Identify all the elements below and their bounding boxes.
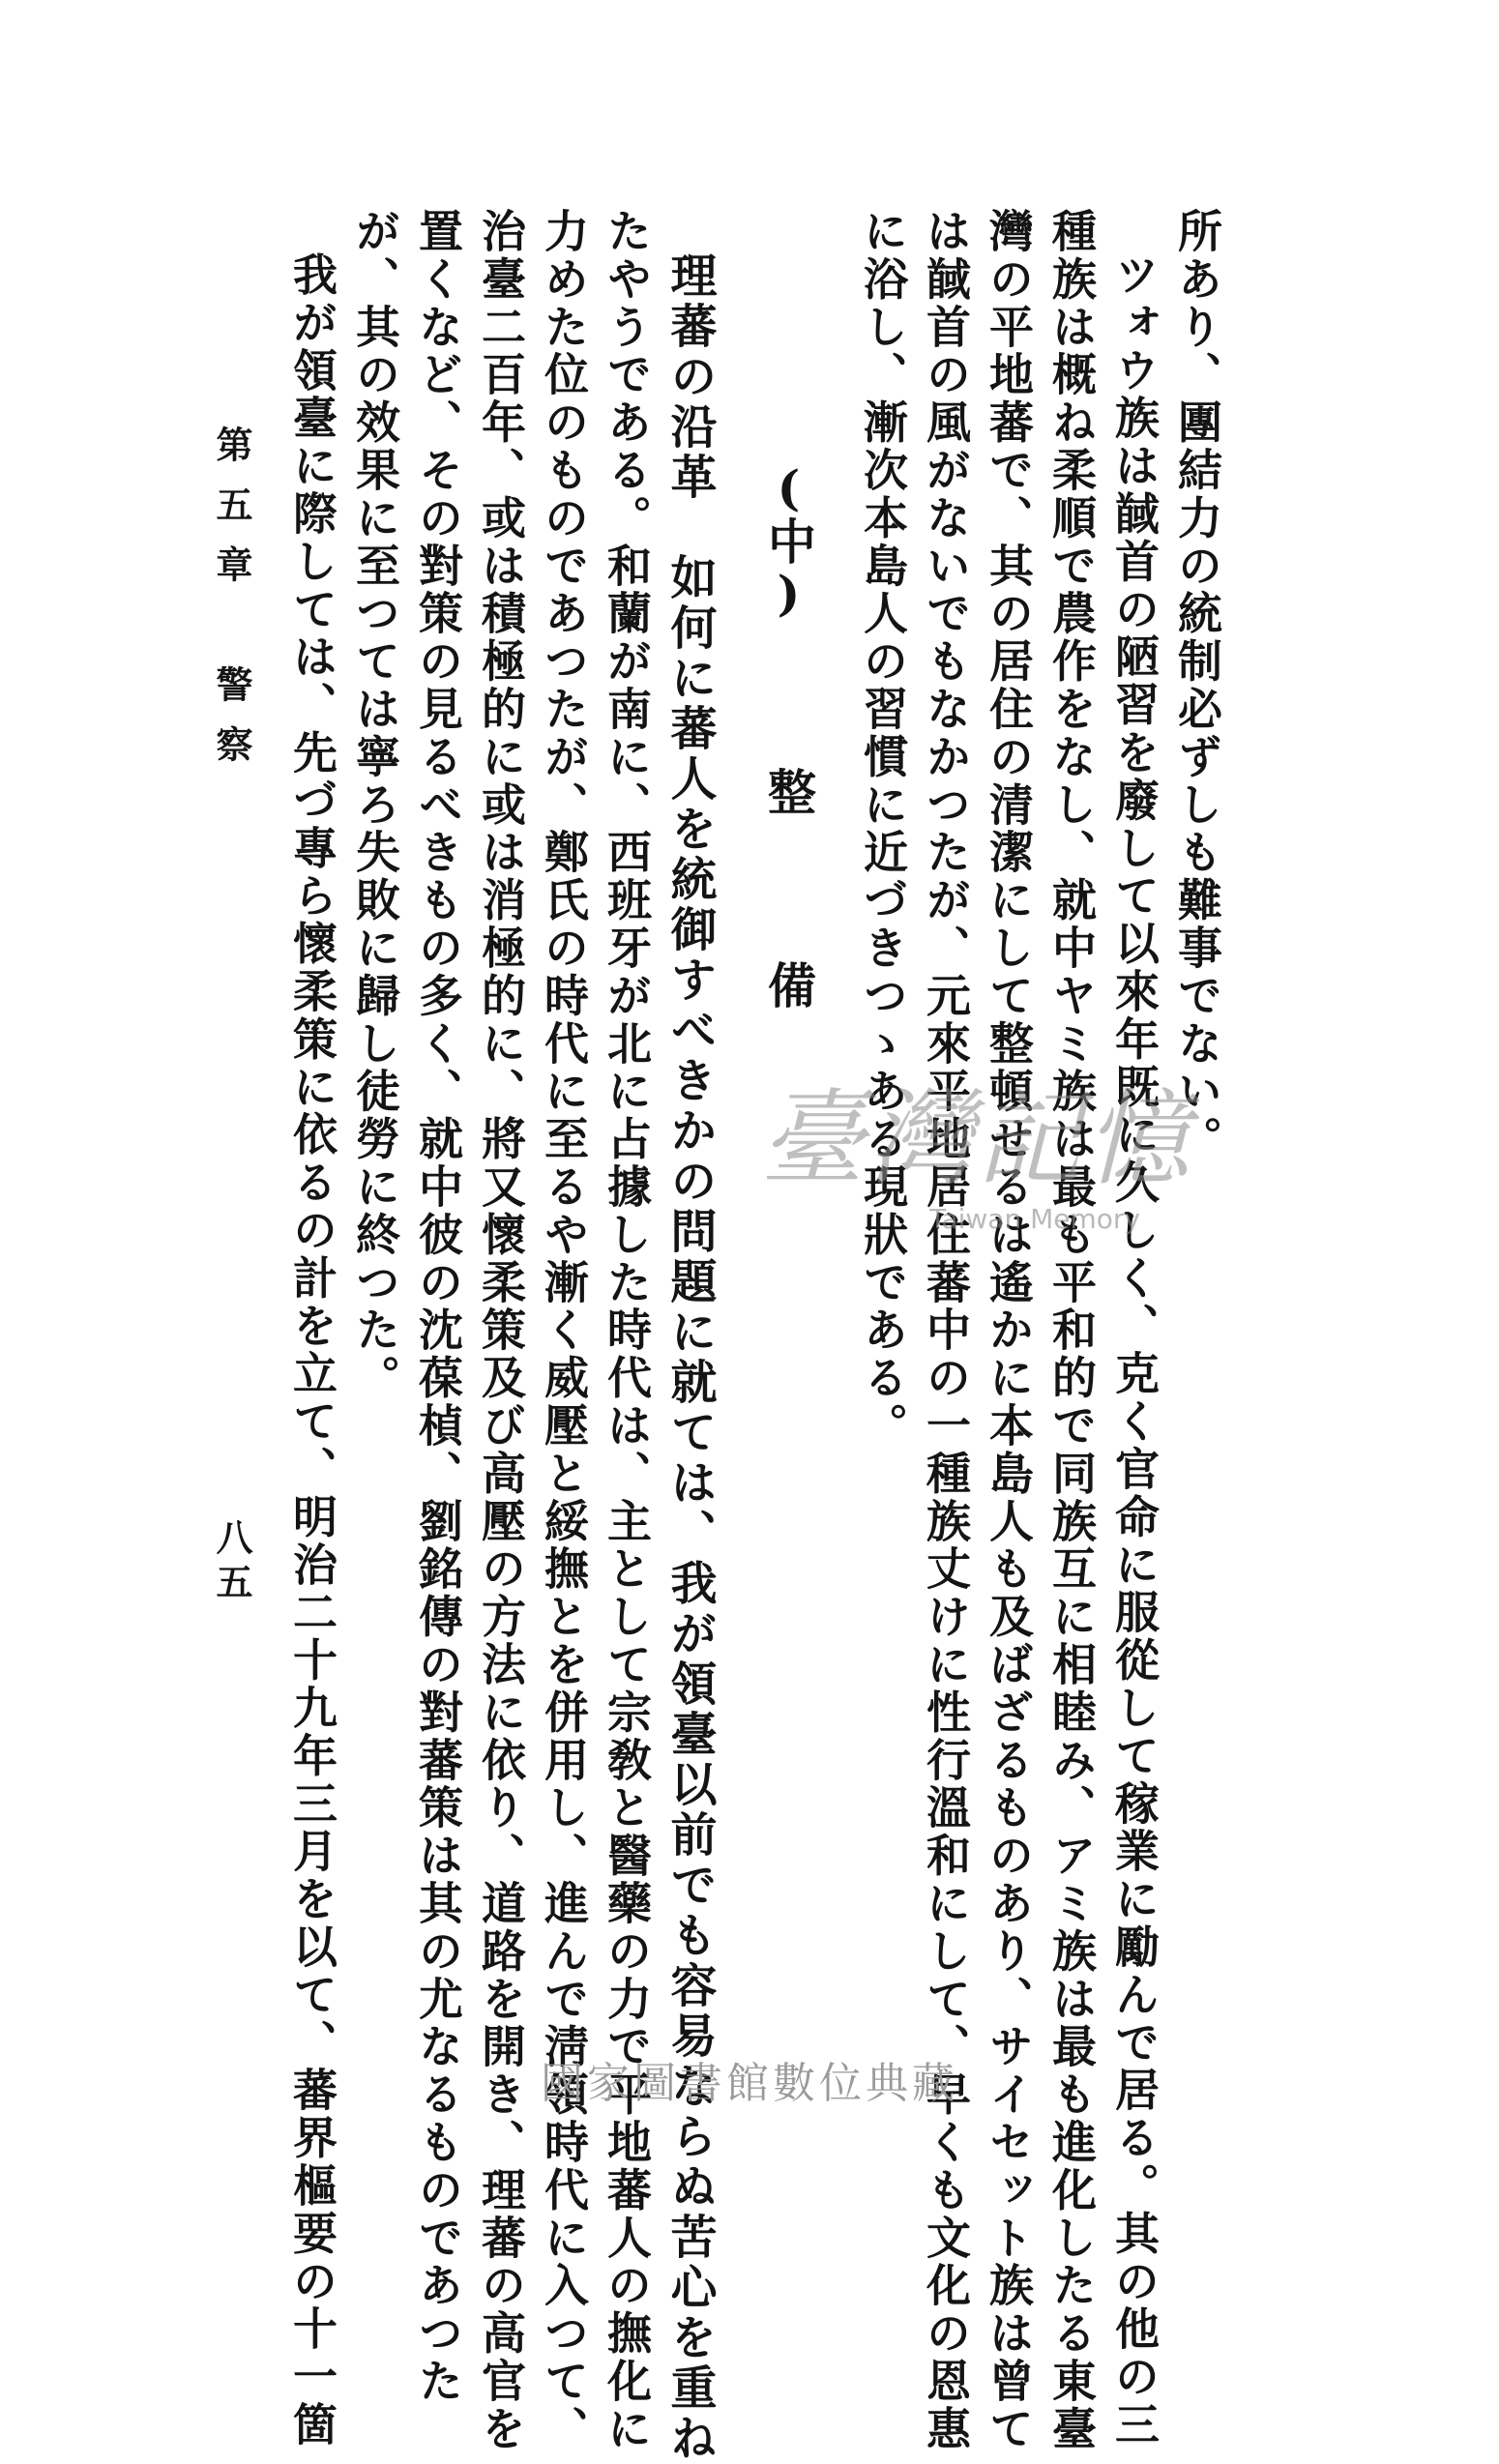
watermark-subtitle: Taiwan Memory [929, 1203, 1140, 1235]
text-column-7: 理蕃の沿革 如何に蕃人を統御すべきかの問題に就ては、我が領臺以前でも容易ならぬ苦心を重ね [662, 251, 717, 2464]
text-column-6: に浴し、漸次本島人の習慣に近づきつゝある現狀である。 [857, 208, 909, 1451]
text-column-1: 所あり、團結力の統制必ずしも難事でない。 [1171, 208, 1223, 1163]
section-title-open-paren: ( [760, 459, 817, 516]
section-title [760, 459, 817, 1009]
footer-collection-label: 國家圖書館數位典藏 [541, 2059, 958, 2108]
section-title-number: 中 [760, 516, 817, 565]
section-title-char-2: 備 [760, 960, 817, 1009]
text-column-2: ツォウ族は馘首の陋習を廢して以來年既に久しく、克く官命に服從して稼業に勵んで居る。其の他の三 [1108, 251, 1161, 2449]
page-number: 八五 [210, 1518, 253, 1607]
section-title-close-paren: ) [760, 565, 817, 622]
text-column-9: 力めた位のものであつたが、鄭氏の時代に至るや漸く威壓と綏撫とを併用し、進んで淸領時代に入つて、 [538, 208, 590, 2453]
text-column-4: 灣の平地蕃で、其の居住の清潔にして整頓せるは遙かに本島人も及ばざるものあり、サイセット族は曾て [983, 208, 1035, 2453]
text-column-8: たやうである。和蘭が南に、西班牙が北に占據した時代は、主として宗敎と醫藥の力で平地蕃人の撫化に [601, 208, 653, 2453]
text-column-11: 置くなど、その對策の見るべきもの多く、就中彼の沈葆楨、劉銘傳の對蕃策は其の尤なるものであつた [412, 208, 464, 2406]
text-column-12: が、其の效果に至つては寧ろ失敗に歸し徒勞に終つた。 [349, 208, 401, 1402]
text-column-5: は馘首の風がないでもなかつたが、元來平地居住蕃中の一種族丈けに性行溫和にして、早くも文化の恩惠 [920, 208, 972, 2453]
section-title-char-1: 整 [760, 767, 817, 815]
text-column-10: 治臺二百年、或は積極的に或は消極的に、將又懷柔策及び高壓の方法に依り、道路を開き、理蕃の高官を [475, 208, 527, 2453]
running-head: 第五章 警察 [210, 425, 253, 785]
text-column-3: 種族は概ね柔順で農作をなし、就中ヤミ族は最も平和的で同族互に相睦み、アミ族は最も進化したる東臺 [1045, 208, 1098, 2453]
text-column-13: 我が領臺に際しては、先づ專ら懷柔策に依るの計を立て、明治二十九年三月を以て、蕃界樞要の十一箇 [286, 251, 338, 2449]
watermark-text: 臺灣記憶 [759, 1079, 1194, 1200]
